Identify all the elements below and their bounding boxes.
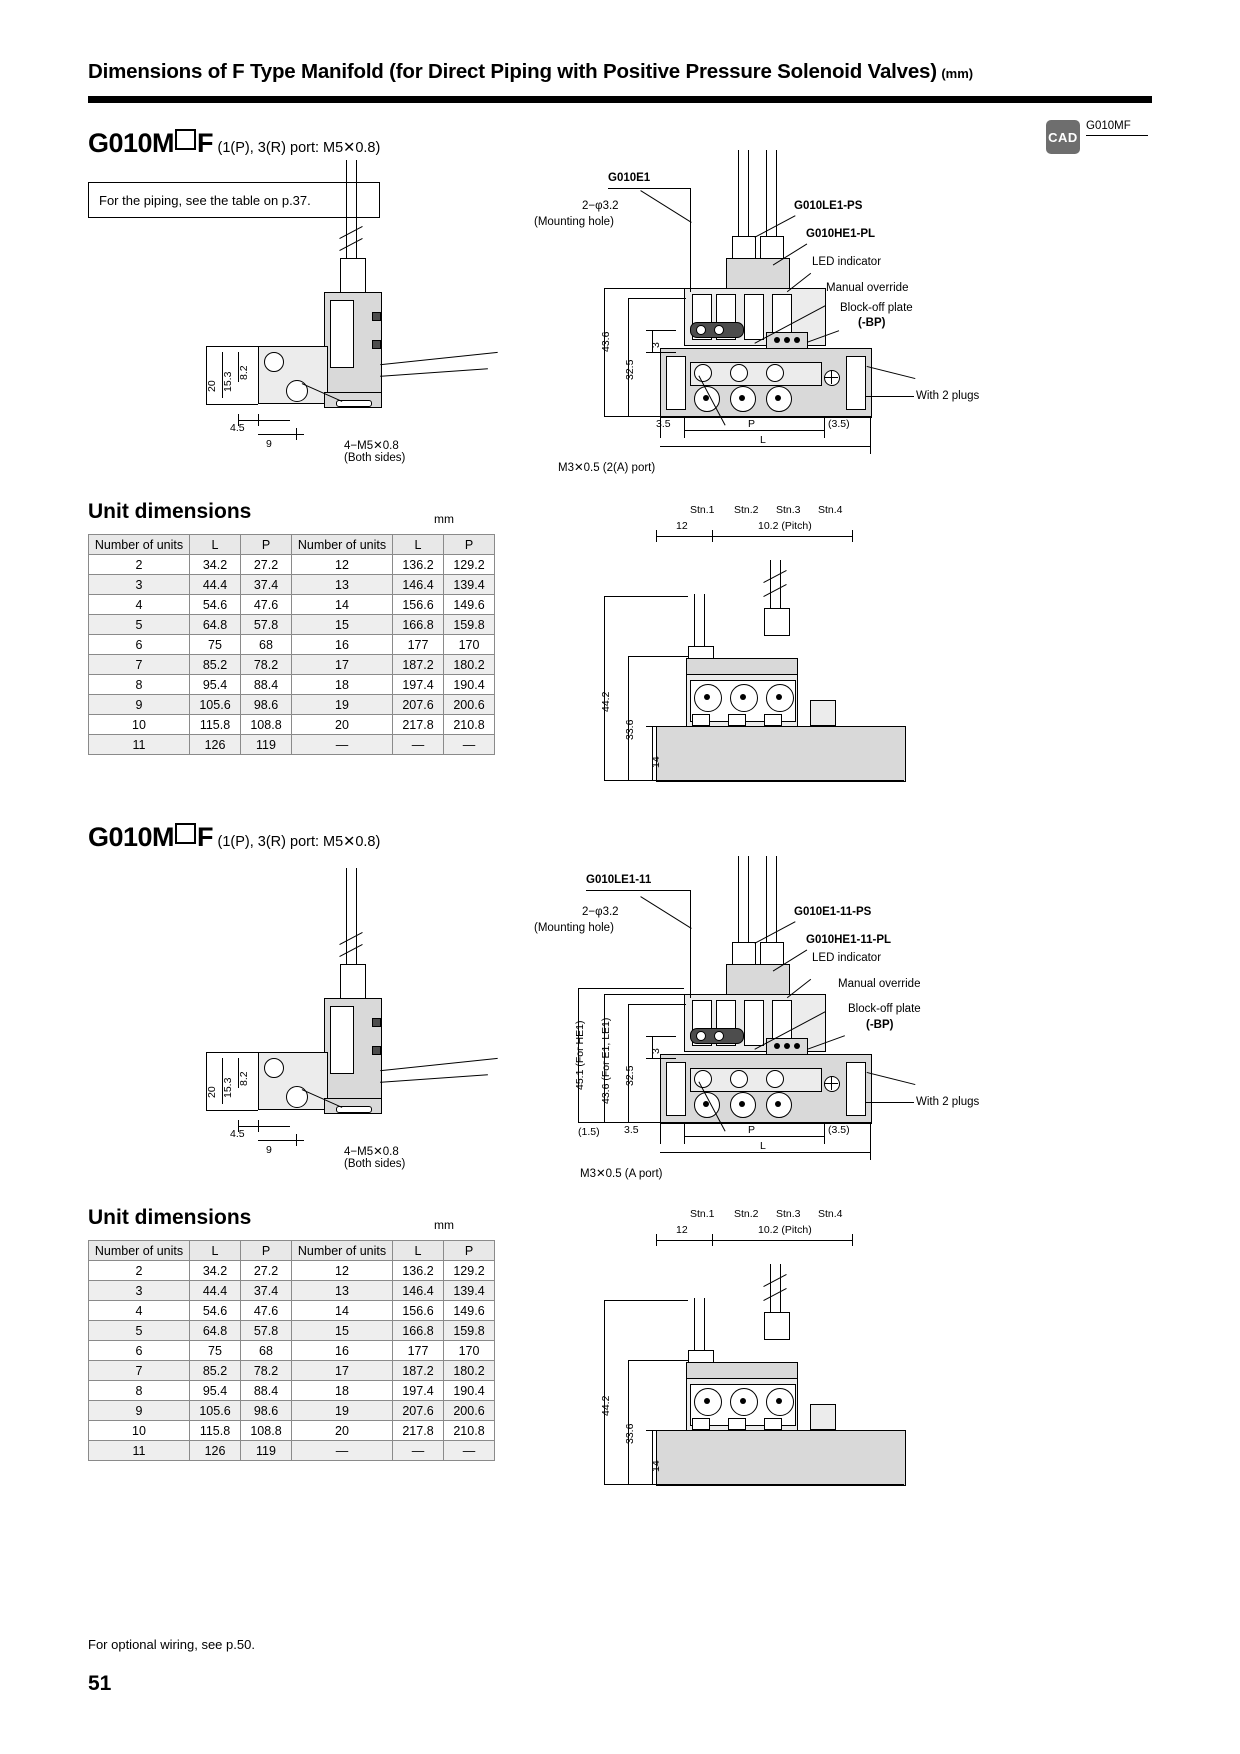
table-cell: 159.8 [444, 1321, 495, 1341]
table-cell: 180.2 [444, 655, 495, 675]
table-row [89, 1281, 495, 1301]
table-row [89, 575, 495, 595]
col-P-a: P [241, 535, 292, 555]
callout2-le1-11: G010LE1-11 [586, 874, 652, 886]
table-row [89, 1421, 495, 1441]
section2-model-tail: F [197, 822, 214, 852]
table-cell: 16 [292, 1341, 393, 1361]
front-dim-L: L [760, 434, 766, 446]
unit-dimensions-table-1 [88, 534, 495, 755]
table-cell: 14 [292, 1301, 393, 1321]
col2-P-a: P [241, 1241, 292, 1261]
table-cell: 200.6 [444, 1401, 495, 1421]
table-cell: 146.4 [393, 575, 444, 595]
table-cell: 156.6 [393, 1301, 444, 1321]
col2-L-a: L [190, 1241, 241, 1261]
side-dim-20: 20 [206, 380, 218, 392]
front2-dim-1-5: (1.5) [578, 1126, 600, 1138]
table-row [89, 635, 495, 655]
table-cell: 7 [89, 1361, 190, 1381]
table-cell: 88.4 [241, 1381, 292, 1401]
table-cell: 166.8 [393, 615, 444, 635]
table-cell: — [444, 735, 495, 755]
front2-dim-45-1: 45.1 (For HE1) [574, 1020, 586, 1090]
callout-mounting-hole: 2−φ3.2 [582, 200, 619, 212]
top-dim-14: 14 [650, 756, 662, 768]
side-dim-8-2: 8.2 [238, 365, 250, 380]
callout2-ps: G010E1-11-PS [794, 906, 872, 918]
table-cell: 12 [292, 555, 393, 575]
front-dim-3: 3 [650, 342, 662, 348]
table-cell: 6 [89, 1341, 190, 1361]
table-cell: 27.2 [241, 555, 292, 575]
section1-model-tail: F [197, 128, 214, 158]
col-P-b: P [444, 535, 495, 555]
table-row [89, 555, 495, 575]
cad-label: G010MF [1086, 120, 1131, 132]
side2-callout-m5: 4−M5✕0.8 [344, 1146, 399, 1158]
unit-dimensions-table-2 [88, 1240, 495, 1461]
table-cell: 197.4 [393, 675, 444, 695]
callout2-with-2-plugs: With 2 plugs [916, 1096, 980, 1108]
table-cell: 139.4 [444, 575, 495, 595]
section2-model-sub: (1(P), 3(R) port: M5✕0.8) [217, 834, 381, 850]
table-cell: 18 [292, 675, 393, 695]
table-cell: 68 [241, 1341, 292, 1361]
side-dim-4-5: 4.5 [230, 422, 245, 434]
top-dim-44-2: 44.2 [600, 691, 612, 712]
col2-number-of-units-a: Number of units [89, 1241, 190, 1261]
table-cell: 2 [89, 1261, 190, 1281]
table-cell: 139.4 [444, 1281, 495, 1301]
table-cell: 8 [89, 1381, 190, 1401]
front2-dim-P: P [748, 1124, 756, 1136]
table-cell: 8 [89, 675, 190, 695]
side2-callout-bothsides: (Both sides) [344, 1158, 406, 1170]
stn3-label-2: Stn.3 [776, 1208, 801, 1220]
unit-dimensions-title-2: Unit dimensions [88, 1206, 252, 1229]
piping-note-box [88, 182, 380, 218]
top-dim-33-6: 33.6 [624, 719, 636, 740]
front2-dim-32-5: 32.5 [624, 1065, 636, 1086]
table-cell: — [393, 1441, 444, 1461]
front2-dim-3-5-left: 3.5 [624, 1124, 639, 1136]
table-cell: 17 [292, 1361, 393, 1381]
cad-badge-label: CAD [1048, 129, 1078, 145]
table-cell: 4 [89, 1301, 190, 1321]
table-cell: 105.6 [190, 695, 241, 715]
table-cell: 13 [292, 575, 393, 595]
table-cell: 170 [444, 635, 495, 655]
table-cell: 11 [89, 735, 190, 755]
callout2-pl: G010HE1-11-PL [806, 934, 892, 946]
callout2-blockoff-bp: (-BP) [866, 1019, 894, 1031]
table-cell: 7 [89, 655, 190, 675]
table-row [89, 1321, 495, 1341]
table-cell: 5 [89, 615, 190, 635]
table-cell: 149.6 [444, 1301, 495, 1321]
table-row [89, 1341, 495, 1361]
table-cell: 20 [292, 715, 393, 735]
table-cell: 16 [292, 635, 393, 655]
side2-dim-20: 20 [206, 1086, 218, 1098]
table-cell: 27.2 [241, 1261, 292, 1281]
table-cell: 166.8 [393, 1321, 444, 1341]
table-cell: 3 [89, 1281, 190, 1301]
table-cell: 78.2 [241, 1361, 292, 1381]
table-cell: 217.8 [393, 715, 444, 735]
table-cell: 105.6 [190, 1401, 241, 1421]
table-body-2 [89, 1261, 495, 1461]
table-cell: 108.8 [241, 715, 292, 735]
table-cell: 17 [292, 655, 393, 675]
model-square-placeholder [175, 129, 196, 150]
table-cell: 10 [89, 1421, 190, 1441]
top2-dim-14: 14 [650, 1460, 662, 1472]
side2-dim-15-3: 15.3 [222, 1077, 234, 1098]
callout-led: LED indicator [812, 256, 882, 268]
table-cell: 210.8 [444, 715, 495, 735]
table-cell: 85.2 [190, 655, 241, 675]
table-cell: 108.8 [241, 1421, 292, 1441]
table-cell: 177 [393, 635, 444, 655]
section1-model-main: G010M [88, 128, 175, 158]
table-cell: 9 [89, 695, 190, 715]
stn2-label-2: Stn.2 [734, 1208, 759, 1220]
unit-dimensions-mm-2: mm [434, 1218, 454, 1232]
footer-note: For optional wiring, see p.50. [88, 1637, 255, 1652]
top2-dim-44-2: 44.2 [600, 1395, 612, 1416]
cad-underline [1086, 135, 1148, 136]
stn3-label: Stn.3 [776, 504, 801, 516]
table-cell: 85.2 [190, 1361, 241, 1381]
callout-port-m3: M3✕0.5 (2(A) port) [558, 462, 656, 474]
table-cell: 129.2 [444, 555, 495, 575]
table-header-row-2 [89, 1241, 495, 1261]
callout2-manual-override: Manual override [838, 978, 921, 990]
side2-dim-8-2: 8.2 [238, 1071, 250, 1086]
front-dim-32-5: 32.5 [624, 359, 636, 380]
table-cell: 2 [89, 555, 190, 575]
callout2-mounting-hole: 2−φ3.2 [582, 906, 619, 918]
table-cell: 146.4 [393, 1281, 444, 1301]
table-header-row [89, 535, 495, 555]
front2-dim-43-6: 43.6 (For E1, LE1) [600, 1017, 612, 1104]
table-cell: 37.4 [241, 575, 292, 595]
table-cell: 156.6 [393, 595, 444, 615]
callout-blockoff-bp: (-BP) [858, 317, 886, 329]
callout2-blockoff: Block-off plate [848, 1003, 921, 1015]
table-cell: 95.4 [190, 1381, 241, 1401]
callout-mounting-hole2: (Mounting hole) [534, 216, 614, 228]
table-cell: 210.8 [444, 1421, 495, 1441]
table-cell: 200.6 [444, 695, 495, 715]
table-cell: 47.6 [241, 1301, 292, 1321]
table-cell: 207.6 [393, 1401, 444, 1421]
table-cell: 12 [292, 1261, 393, 1281]
table-cell: 190.4 [444, 1381, 495, 1401]
table-cell: 75 [190, 635, 241, 655]
piping-note-text: For the piping, see the table on p.37. [99, 192, 311, 208]
table-cell: 98.6 [241, 695, 292, 715]
col2-number-of-units-b: Number of units [292, 1241, 393, 1261]
table-cell: 57.8 [241, 1321, 292, 1341]
top-dim-12: 12 [676, 520, 688, 532]
table-cell: 37.4 [241, 1281, 292, 1301]
callout2-mounting-hole2: (Mounting hole) [534, 922, 614, 934]
page-number: 51 [88, 1672, 112, 1695]
section2-model-main: G010M [88, 822, 175, 852]
front-dim-P: P [748, 418, 756, 430]
stn2-label: Stn.2 [734, 504, 759, 516]
side-callout-m5: 4−M5✕0.8 [344, 440, 399, 452]
model-square-placeholder-2 [175, 823, 196, 844]
section1-model-heading [88, 128, 380, 159]
table-cell: 177 [393, 1341, 444, 1361]
table-cell: 19 [292, 1401, 393, 1421]
table-cell: 98.6 [241, 1401, 292, 1421]
table-cell: 34.2 [190, 1261, 241, 1281]
table-cell: 54.6 [190, 595, 241, 615]
table-cell: 34.2 [190, 555, 241, 575]
table-row [89, 735, 495, 755]
table-row [89, 655, 495, 675]
table-cell: 126 [190, 1441, 241, 1461]
table-cell: 115.8 [190, 715, 241, 735]
front2-dim-3-5-right: (3.5) [828, 1124, 850, 1136]
table-cell: 64.8 [190, 1321, 241, 1341]
side2-dim-9: 9 [266, 1144, 272, 1156]
table-cell: 159.8 [444, 615, 495, 635]
table-cell: 20 [292, 1421, 393, 1441]
table-row [89, 1381, 495, 1401]
table-cell: 54.6 [190, 1301, 241, 1321]
top2-dim-12: 12 [676, 1224, 688, 1236]
top-dim-pitch: 10.2 (Pitch) [758, 520, 812, 532]
table-row [89, 1441, 495, 1461]
table-cell: 64.8 [190, 615, 241, 635]
table-row [89, 1401, 495, 1421]
callout2-led: LED indicator [812, 952, 882, 964]
table-cell: 207.6 [393, 695, 444, 715]
table-cell: 170 [444, 1341, 495, 1361]
unit-dimensions-mm-1: mm [434, 512, 454, 526]
col2-L-b: L [393, 1241, 444, 1261]
side2-dim-4-5: 4.5 [230, 1128, 245, 1140]
table-cell: 78.2 [241, 655, 292, 675]
page-header [88, 60, 1152, 84]
table-cell: 4 [89, 595, 190, 615]
table-cell: 44.4 [190, 1281, 241, 1301]
col-L-a: L [190, 535, 241, 555]
table-cell: 15 [292, 615, 393, 635]
table-cell: 149.6 [444, 595, 495, 615]
callout-g010e1: G010E1 [608, 172, 651, 184]
table-cell: 11 [89, 1441, 190, 1461]
table-row [89, 715, 495, 735]
table-cell: 119 [241, 735, 292, 755]
table-cell: 68 [241, 635, 292, 655]
table-row [89, 675, 495, 695]
table-cell: 129.2 [444, 1261, 495, 1281]
table-cell: — [292, 1441, 393, 1461]
callout-pl: G010HE1-PL [806, 228, 876, 240]
table-cell: 10 [89, 715, 190, 735]
stn4-label: Stn.4 [818, 504, 843, 516]
table-row [89, 1301, 495, 1321]
table-cell: 44.4 [190, 575, 241, 595]
top2-dim-33-6: 33.6 [624, 1423, 636, 1444]
table-cell: — [393, 735, 444, 755]
table-cell: 5 [89, 1321, 190, 1341]
front2-dim-3: 3 [650, 1048, 662, 1054]
table-cell: 136.2 [393, 1261, 444, 1281]
table-cell: — [444, 1441, 495, 1461]
callout-manual-override: Manual override [826, 282, 909, 294]
table-cell: 115.8 [190, 1421, 241, 1441]
table-cell: 187.2 [393, 655, 444, 675]
stn4-label-2: Stn.4 [818, 1208, 843, 1220]
table-cell: 3 [89, 575, 190, 595]
front-dim-3-5-right: (3.5) [828, 418, 850, 430]
col2-P-b: P [444, 1241, 495, 1261]
table-cell: 57.8 [241, 615, 292, 635]
section2-model-heading [88, 822, 380, 853]
table-cell: 47.6 [241, 595, 292, 615]
table-row [89, 595, 495, 615]
page-title: Dimensions of F Type Manifold (for Direct Piping with Positive Pressure Solenoid Valves) [88, 60, 937, 83]
table-cell: 9 [89, 1401, 190, 1421]
section1-model-sub: (1(P), 3(R) port: M5✕0.8) [217, 140, 381, 156]
table-cell: 136.2 [393, 555, 444, 575]
table-cell: 13 [292, 1281, 393, 1301]
table-cell: — [292, 735, 393, 755]
table-row [89, 1261, 495, 1281]
stn1-label: Stn.1 [690, 504, 715, 516]
table-cell: 180.2 [444, 1361, 495, 1381]
col-number-of-units-b: Number of units [292, 535, 393, 555]
unit-label: (mm) [941, 66, 974, 81]
cad-icon[interactable] [1046, 120, 1080, 154]
col-L-b: L [393, 535, 444, 555]
front2-dim-L: L [760, 1140, 766, 1152]
stn1-label-2: Stn.1 [690, 1208, 715, 1220]
header-rule [88, 96, 1152, 103]
table-cell: 190.4 [444, 675, 495, 695]
table-cell: 126 [190, 735, 241, 755]
table-cell: 6 [89, 635, 190, 655]
top2-dim-pitch: 10.2 (Pitch) [758, 1224, 812, 1236]
unit-dimensions-title-1: Unit dimensions [88, 500, 252, 523]
callout2-port-m3: M3✕0.5 (A port) [580, 1168, 663, 1180]
callout-blockoff: Block-off plate [840, 302, 913, 314]
side-dim-9: 9 [266, 438, 272, 450]
front-dim-3-5-left: 3.5 [656, 418, 671, 430]
table-cell: 119 [241, 1441, 292, 1461]
table-cell: 187.2 [393, 1361, 444, 1381]
callout-ps: G010LE1-PS [794, 200, 863, 212]
table-body-1 [89, 555, 495, 755]
table-row [89, 615, 495, 635]
side-callout-bothsides: (Both sides) [344, 452, 406, 464]
table-cell: 18 [292, 1381, 393, 1401]
table-cell: 19 [292, 695, 393, 715]
side-dim-15-3: 15.3 [222, 371, 234, 392]
table-cell: 14 [292, 595, 393, 615]
table-row [89, 695, 495, 715]
table-row [89, 1361, 495, 1381]
table-cell: 217.8 [393, 1421, 444, 1441]
table-cell: 88.4 [241, 675, 292, 695]
callout-with-2-plugs: With 2 plugs [916, 390, 980, 402]
col-number-of-units-a: Number of units [89, 535, 190, 555]
front-dim-43-6: 43.6 [600, 331, 612, 352]
table-cell: 95.4 [190, 675, 241, 695]
table-cell: 197.4 [393, 1381, 444, 1401]
table-cell: 75 [190, 1341, 241, 1361]
table-cell: 15 [292, 1321, 393, 1341]
